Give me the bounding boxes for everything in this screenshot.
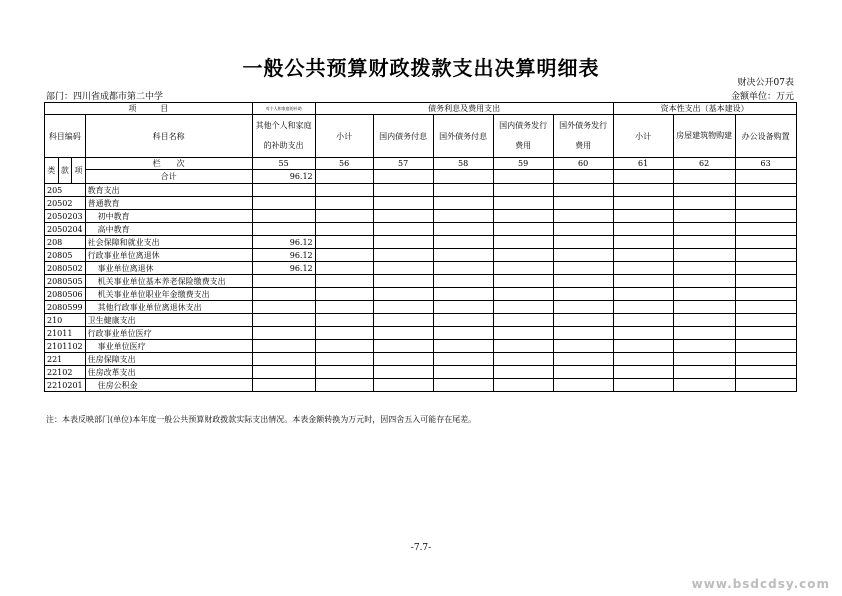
empty-cell (373, 210, 433, 223)
watermark: www.bsdcdsy.com (691, 577, 830, 591)
header-debt-foreign-issue: 国外债务发行费用 (553, 115, 613, 158)
empty-cell (673, 223, 735, 236)
empty-cell (673, 353, 735, 366)
col-number: 58 (433, 158, 493, 170)
table-row (45, 327, 797, 340)
empty-cell (493, 327, 553, 340)
empty-cell (433, 379, 493, 392)
col-number: 59 (493, 158, 553, 170)
empty-cell (433, 340, 493, 353)
row-code: 208 (45, 236, 86, 249)
table-row (45, 340, 797, 353)
empty-cell (735, 288, 796, 301)
row-name: 行政事业单位医疗 (85, 327, 252, 340)
empty-cell (373, 340, 433, 353)
empty-cell (613, 236, 673, 249)
row-value-55 (252, 301, 315, 314)
empty-cell (553, 314, 613, 327)
row-name: 其他行政事业单位离退休支出 (85, 301, 252, 314)
empty-cell (433, 249, 493, 262)
row-value-55: 96.12 (252, 236, 315, 249)
empty-cell (673, 379, 735, 392)
empty-cell (673, 170, 735, 184)
row-code: 2080506 (45, 288, 86, 301)
empty-cell (373, 353, 433, 366)
empty-cell (735, 236, 796, 249)
empty-cell (735, 170, 796, 184)
empty-cell (553, 236, 613, 249)
col-number: 56 (315, 158, 373, 170)
empty-cell (735, 197, 796, 210)
empty-cell (673, 275, 735, 288)
row-name: 事业单位医疗 (85, 340, 252, 353)
row-name: 初中教育 (85, 210, 252, 223)
empty-cell (493, 223, 553, 236)
table-row (45, 301, 797, 314)
table-row (45, 262, 797, 275)
row-name: 行政事业单位离退休 (85, 249, 252, 262)
empty-cell (315, 170, 373, 184)
row-value-55 (252, 314, 315, 327)
header-project: 项 目 (45, 103, 253, 115)
row-code: 2080502 (45, 262, 86, 275)
row-name: 机关事业单位基本养老保险缴费支出 (85, 275, 252, 288)
empty-cell (613, 275, 673, 288)
empty-cell (373, 236, 433, 249)
empty-cell (433, 275, 493, 288)
empty-cell (433, 223, 493, 236)
empty-cell (433, 327, 493, 340)
empty-cell (493, 170, 553, 184)
table-row (45, 223, 797, 236)
header-capital-subtotal: 小计 (613, 115, 673, 158)
empty-cell (613, 262, 673, 275)
empty-cell (373, 262, 433, 275)
header-group-capital: 资本性支出（基本建设） (613, 103, 796, 115)
empty-cell (735, 314, 796, 327)
empty-cell (315, 353, 373, 366)
empty-cell (315, 288, 373, 301)
empty-cell (315, 184, 373, 197)
row-code: 2050203 (45, 210, 86, 223)
empty-cell (315, 327, 373, 340)
row-value-55 (252, 223, 315, 236)
row-value-55 (252, 353, 315, 366)
empty-cell (553, 327, 613, 340)
row-code: 20805 (45, 249, 86, 262)
header-name: 科目名称 (85, 115, 252, 158)
empty-cell (735, 223, 796, 236)
empty-cell (673, 210, 735, 223)
empty-cell (553, 184, 613, 197)
row-code: 22102 (45, 366, 86, 379)
row-code: 2080599 (45, 301, 86, 314)
header-debt-domestic-interest: 国内债务付息 (373, 115, 433, 158)
empty-cell (613, 366, 673, 379)
total-value: 96.12 (252, 170, 315, 184)
empty-cell (735, 275, 796, 288)
empty-cell (613, 197, 673, 210)
empty-cell (373, 379, 433, 392)
empty-cell (373, 197, 433, 210)
empty-cell (493, 236, 553, 249)
table-row (45, 353, 797, 366)
empty-cell (493, 379, 553, 392)
row-code: 20502 (45, 197, 86, 210)
row-value-55 (252, 210, 315, 223)
empty-cell (613, 314, 673, 327)
row-value-55 (252, 327, 315, 340)
empty-cell (735, 366, 796, 379)
empty-cell (553, 366, 613, 379)
empty-cell (373, 223, 433, 236)
header-code: 科目编码 (45, 115, 86, 158)
row-name: 普通教育 (85, 197, 252, 210)
total-label: 合计 (85, 170, 252, 184)
empty-cell (433, 262, 493, 275)
empty-cell (315, 249, 373, 262)
row-name: 事业单位离退休 (85, 262, 252, 275)
table-row (45, 379, 797, 392)
empty-cell (493, 288, 553, 301)
row-name: 机关事业单位职业年金缴费支出 (85, 288, 252, 301)
empty-cell (613, 379, 673, 392)
empty-cell (315, 275, 373, 288)
empty-cell (315, 340, 373, 353)
empty-cell (735, 262, 796, 275)
header-lei: 类 (45, 158, 59, 184)
table-row (45, 210, 797, 223)
table-row (45, 275, 797, 288)
empty-cell (493, 353, 553, 366)
empty-cell (373, 301, 433, 314)
empty-cell (553, 170, 613, 184)
empty-cell (613, 327, 673, 340)
empty-cell (493, 301, 553, 314)
table-row (45, 184, 797, 197)
col-number: 60 (553, 158, 613, 170)
empty-cell (673, 249, 735, 262)
row-code: 2080505 (45, 275, 86, 288)
empty-cell (735, 210, 796, 223)
row-name: 社会保障和就业支出 (85, 236, 252, 249)
row-name: 住房改革支出 (85, 366, 252, 379)
row-name: 教育支出 (85, 184, 252, 197)
empty-cell (373, 327, 433, 340)
form-code: 财决公开07表 (737, 78, 794, 88)
row-value-55 (252, 288, 315, 301)
header-debt-domestic-issue: 国内债务发行费用 (493, 115, 553, 158)
table-row (45, 314, 797, 327)
table-row (45, 236, 797, 249)
empty-cell (673, 197, 735, 210)
header-capital-building: 房屋建筑物购建 (673, 115, 735, 158)
department-label: 部门：四川省成都市第二中学 (46, 92, 164, 102)
table-row (45, 366, 797, 379)
empty-cell (735, 353, 796, 366)
row-code: 21011 (45, 327, 86, 340)
row-code: 2050204 (45, 223, 86, 236)
table-row (45, 288, 797, 301)
empty-cell (613, 210, 673, 223)
empty-cell (553, 197, 613, 210)
empty-cell (373, 314, 433, 327)
empty-cell (433, 210, 493, 223)
empty-cell (373, 288, 433, 301)
empty-cell (613, 170, 673, 184)
empty-cell (613, 249, 673, 262)
empty-cell (673, 288, 735, 301)
empty-cell (553, 275, 613, 288)
empty-cell (735, 340, 796, 353)
empty-cell (735, 184, 796, 197)
empty-cell (315, 379, 373, 392)
empty-cell (553, 288, 613, 301)
empty-cell (613, 184, 673, 197)
empty-cell (613, 340, 673, 353)
empty-cell (735, 249, 796, 262)
row-value-55 (252, 184, 315, 197)
empty-cell (553, 210, 613, 223)
header-debt-subtotal: 小计 (315, 115, 373, 158)
col-number: 57 (373, 158, 433, 170)
empty-cell (673, 262, 735, 275)
empty-cell (493, 249, 553, 262)
empty-cell (315, 262, 373, 275)
row-code: 210 (45, 314, 86, 327)
empty-cell (433, 366, 493, 379)
empty-cell (315, 301, 373, 314)
row-code: 2210201 (45, 379, 86, 392)
header-group-other: 对个人和家庭的补助 (252, 103, 315, 115)
empty-cell (673, 327, 735, 340)
empty-cell (493, 184, 553, 197)
empty-cell (553, 379, 613, 392)
page-title: 一般公共预算财政拨款支出决算明细表 (242, 56, 600, 80)
empty-cell (315, 366, 373, 379)
row-name: 住房公积金 (85, 379, 252, 392)
row-value-55: 96.12 (252, 249, 315, 262)
header-other-subsidy: 其他个人和家庭的补助支出 (252, 115, 315, 158)
empty-cell (613, 223, 673, 236)
expenditure-table (44, 102, 797, 392)
empty-cell (373, 184, 433, 197)
empty-cell (315, 314, 373, 327)
col-number: 63 (735, 158, 796, 170)
empty-cell (553, 262, 613, 275)
header-kuan: 款 (58, 158, 72, 184)
row-value-55 (252, 366, 315, 379)
empty-cell (493, 197, 553, 210)
empty-cell (433, 353, 493, 366)
empty-cell (613, 353, 673, 366)
empty-cell (553, 301, 613, 314)
header-xiang: 项 (72, 158, 86, 184)
row-value-55 (252, 275, 315, 288)
row-name: 住房保障支出 (85, 353, 252, 366)
footnote: 注：本表反映部门(单位)本年度一般公共预算财政拨款实际支出情况。本表金额转换为万元时，因四舍五入可能存在尾差。 (46, 415, 477, 424)
empty-cell (673, 366, 735, 379)
header-capital-office: 办公设备购置 (735, 115, 796, 158)
empty-cell (493, 262, 553, 275)
col-number: 62 (673, 158, 735, 170)
empty-cell (373, 170, 433, 184)
empty-cell (673, 236, 735, 249)
table-row (45, 197, 797, 210)
row-value-55 (252, 197, 315, 210)
empty-cell (673, 340, 735, 353)
empty-cell (553, 249, 613, 262)
col-number: 61 (613, 158, 673, 170)
table-body (45, 184, 797, 392)
empty-cell (735, 301, 796, 314)
empty-cell (493, 366, 553, 379)
empty-cell (315, 236, 373, 249)
empty-cell (315, 197, 373, 210)
empty-cell (433, 236, 493, 249)
table-row (45, 249, 797, 262)
empty-cell (315, 210, 373, 223)
row-code: 205 (45, 184, 86, 197)
empty-cell (433, 197, 493, 210)
empty-cell (373, 249, 433, 262)
empty-cell (493, 314, 553, 327)
row-name: 高中教育 (85, 223, 252, 236)
empty-cell (433, 314, 493, 327)
empty-cell (433, 184, 493, 197)
empty-cell (553, 340, 613, 353)
header-lanci: 栏 次 (85, 158, 252, 170)
empty-cell (433, 170, 493, 184)
row-value-55 (252, 379, 315, 392)
empty-cell (493, 210, 553, 223)
empty-cell (613, 301, 673, 314)
empty-cell (493, 340, 553, 353)
header-debt-foreign-interest: 国外债务付息 (433, 115, 493, 158)
row-code: 2101102 (45, 340, 86, 353)
empty-cell (553, 223, 613, 236)
row-name: 卫生健康支出 (85, 314, 252, 327)
empty-cell (373, 366, 433, 379)
row-value-55: 96.12 (252, 262, 315, 275)
header-group-debt: 债务利息及费用支出 (315, 103, 613, 115)
empty-cell (315, 223, 373, 236)
col-number: 55 (252, 158, 315, 170)
empty-cell (433, 301, 493, 314)
empty-cell (553, 353, 613, 366)
empty-cell (373, 275, 433, 288)
unit-label: 金额单位：万元 (730, 92, 794, 102)
row-code: 221 (45, 353, 86, 366)
empty-cell (433, 288, 493, 301)
empty-cell (673, 314, 735, 327)
empty-cell (673, 301, 735, 314)
empty-cell (493, 275, 553, 288)
empty-cell (735, 379, 796, 392)
empty-cell (673, 184, 735, 197)
row-value-55 (252, 340, 315, 353)
empty-cell (613, 288, 673, 301)
page-number: -7.7- (410, 543, 432, 553)
empty-cell (735, 327, 796, 340)
